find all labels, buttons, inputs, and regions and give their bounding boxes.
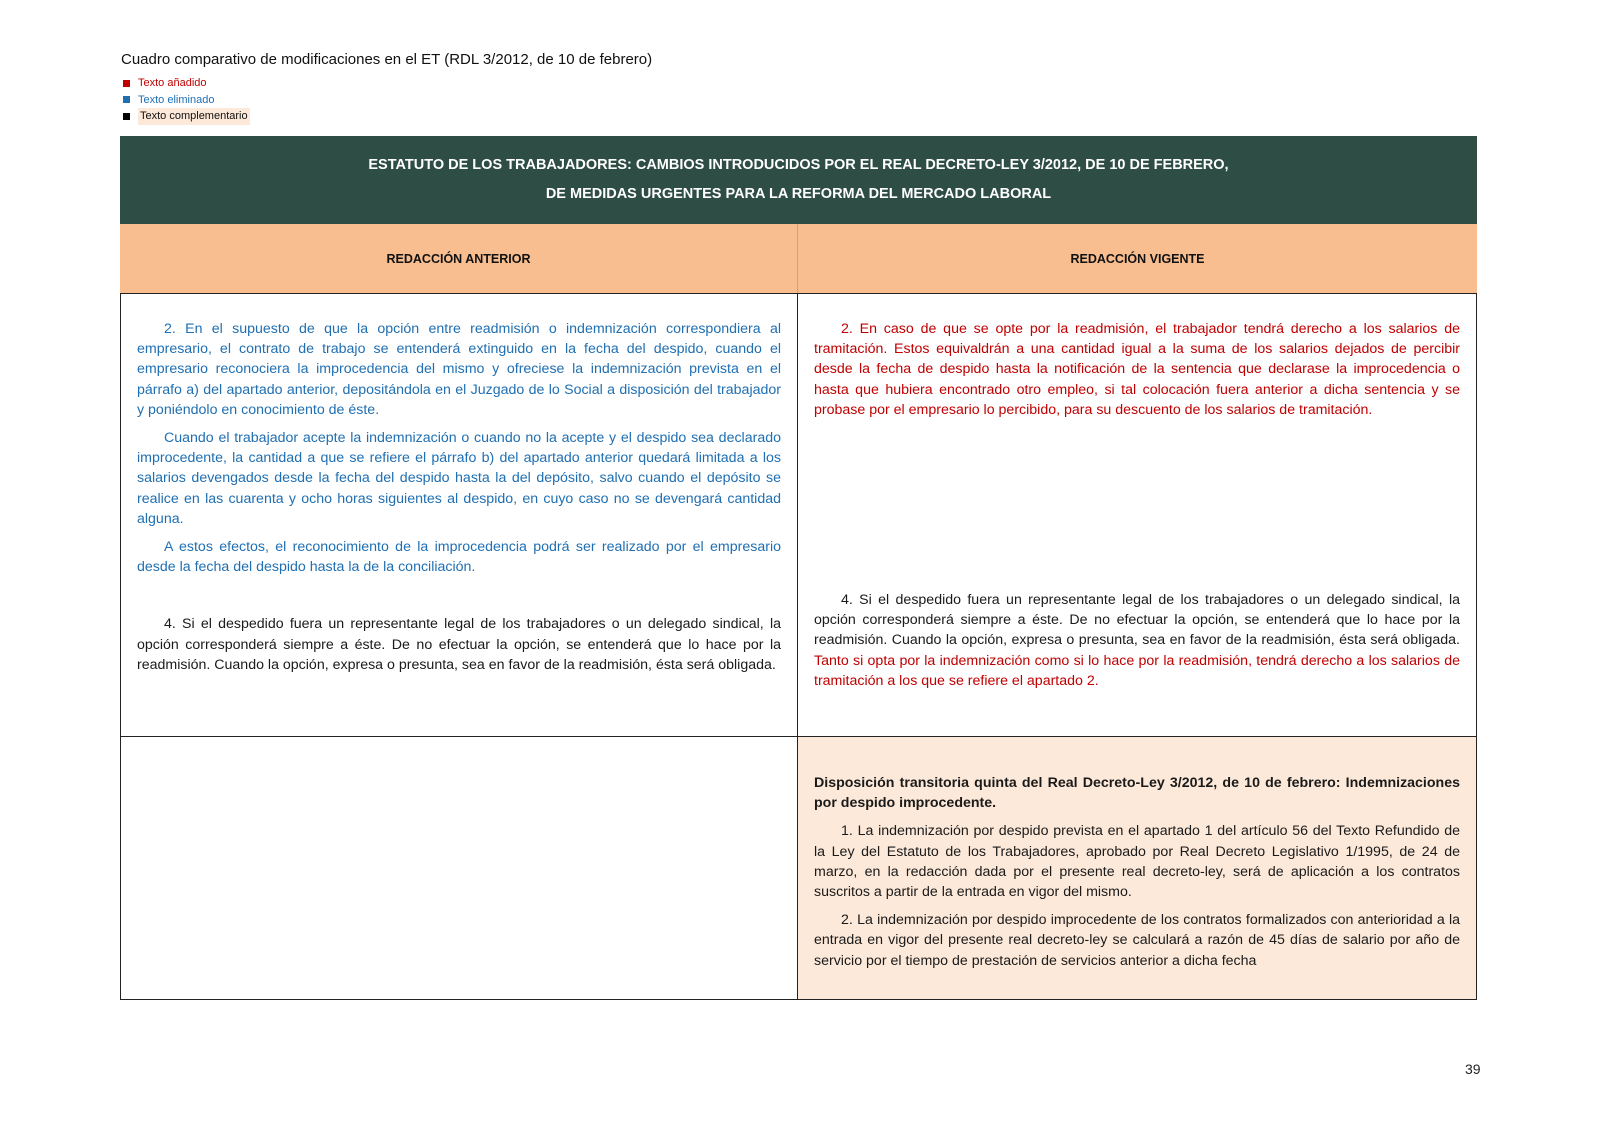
paragraph-block [814,590,1460,691]
current-text-cell [798,294,1476,736]
legend-complement [123,108,250,125]
mixed-paragraph [814,590,1460,691]
complementary-paragraph: 1. La indemnización por despido prevista en el apartado 1 del artículo 56 del Texto Refundido de la Ley del Estatuto de los Trabajadores, aprobado por Real Decreto Legislativo 1/1995, de 24 de marzo, en la redacción dada por el presente real decreto-ley, será de aplicación a los contratos suscritos a partir de la entrada en vigor del mismo. [814,823,1460,901]
black-square-icon [123,113,130,120]
column-header-current: REDACCIÓN VIGENTE [1070,251,1205,266]
removed-paragraph: 2. En el supuesto de que la opción entre readmisión o indemnización correspondiera al empresario, el contrato de trabajo se entenderá extinguido en la fecha del despido, cuando el empresario reconociera la improcedencia del mismo y ofreciese la indemnización prevista en el párrafo a) del apartado anterior, depositándola en el Juzgado de lo Social a disposición del trabajador y poniéndolo en conocimiento de éste. [137,321,781,418]
table-row [120,737,1477,1000]
page-number: 39 [1465,1061,1481,1077]
comparison-table [120,136,1477,1000]
added-paragraph: 2. En caso de que se opte por la readmisión, el trabajador tendrá derecho a los salarios de tramitación. Estos equivaldrán a una cantidad igual a la suma de los salarios dejados de percibir desde la fecha de despido hasta la notificación de la sentencia que declarase la improcedencia o hasta que hubiera encontrado otro empleo, si tal colocación fuera anterior a dicha sentencia y se probase por el empresario lo percibido, para su descuento de los salarios de tramitación. [814,321,1460,418]
complementary-text-cell [798,737,1476,999]
added-text: Tanto si opta por la indemnización como si lo hace por la readmisión, tendrá derecho a los salarios de tramitación a los que se refiere el apartado 2. [814,652,1460,689]
legend-complement-label: Texto complementario [138,108,250,125]
complementary-paragraph: 2. La indemnización por despido improcedente de los contratos formalizados con anterioridad a la entrada en vigor del presente real decreto-ley se calculará a razón de 45 días de salario por año de servicio por el tiempo de prestación de servicios anterior a dicha fecha [814,912,1460,969]
column-headers [120,224,1477,293]
previous-text-cell [121,294,798,736]
banner-line-1: ESTATUTO DE LOS TRABAJADORES: CAMBIOS INTRODUCIDOS POR EL REAL DECRETO-LEY 3/2012, DE 10 DE FEBRERO, [368,157,1229,173]
blue-square-icon [123,96,130,103]
color-legend [123,75,250,125]
paragraph-block [137,614,781,675]
document-title: Cuadro comparativo de modificaciones en el ET (RDL 3/2012, de 10 de febrero) [121,51,653,68]
legend-removed-label: Texto eliminado [138,93,215,106]
empty-cell [121,737,798,999]
column-header-previous: REDACCIÓN ANTERIOR [120,224,798,293]
removed-paragraph: Cuando el trabajador acepte la indemnización o cuando no la acepte y el despido sea declarado improcedente, la cantidad a que se refiere el párrafo b) del apartado anterior quedará limitada a los salarios devengados desde la fecha del despido hasta la del depósito, salvo cuando el depósito se realice en las cuarenta y ocho horas siguientes al despido, en cuyo caso no se devengará cantidad alguna. [137,430,781,527]
legend-added [123,75,250,92]
transitional-provision-heading: Disposición transitoria quinta del Real Decreto-Ley 3/2012, de 10 de febrero: Indemnizaciones por despido improcedente. [814,775,1460,812]
banner-line-2: DE MEDIDAS URGENTES PARA LA REFORMA DEL MERCADO LABORAL [545,186,1052,202]
removed-paragraph: A estos efectos, el reconocimiento de la improcedencia podrá ser realizado por el empresario desde la fecha del despido hasta la de la conciliación. [137,539,781,576]
table-row [120,293,1477,737]
unchanged-text: 4. Si el despedido fuera un representante legal de los trabajadores o un delegado sindical, la opción corresponderá siempre a éste. De no efectuar la opción, se entenderá que lo hace por la readmisión. Cuando la opción, expresa o presunta, sea en favor de la readmisión, ésta será obligada. [814,592,1460,649]
unchanged-paragraph: 4. Si el despedido fuera un representante legal de los trabajadores o un delegado sindical, la opción corresponderá siempre a éste. De no efectuar la opción, se entenderá que lo hace por la readmisión. Cuando la opción, expresa o presunta, sea en favor de la readmisión, ésta será obligada. [137,616,781,673]
legend-added-label: Texto añadido [138,77,207,89]
red-square-icon [123,80,130,87]
legend-removed [123,92,250,109]
table-banner [120,136,1477,224]
